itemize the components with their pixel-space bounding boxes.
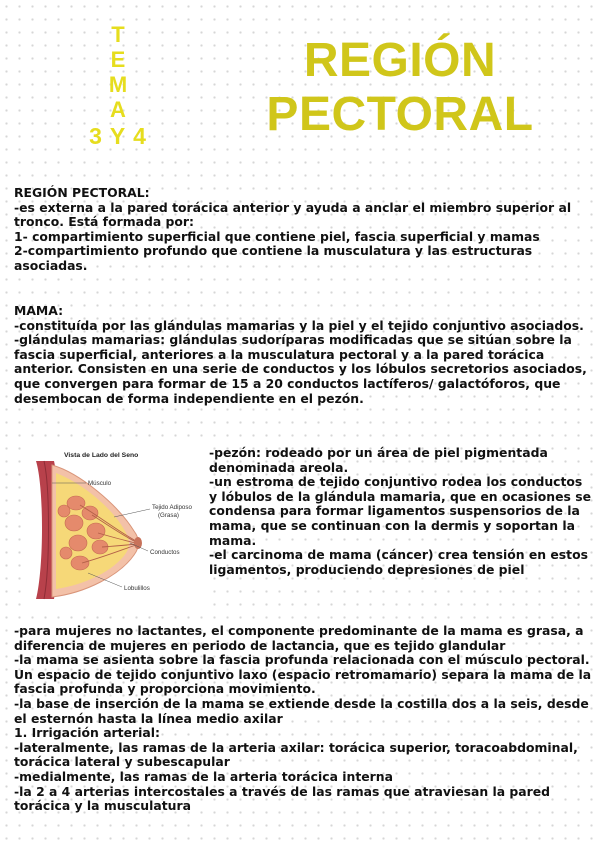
label-conductos: Conductos (150, 549, 180, 556)
tema-letter: E (110, 47, 126, 72)
tema-numbers: 3 Y 4 (89, 123, 147, 149)
intro-paragraph: REGIÓN PECTORAL: -es externa a la pared torácica anterior y ayuda a anclar el miembro superior al tronco. Está formada por: 1- compartimiento superficial que contiene piel, fascia superficial y mamas 2-compartimiento profundo que contiene la musculatura y las estructuras asociadas. (14, 185, 572, 273)
tema-letter: T (111, 22, 125, 47)
title-line-1: REGIÓN (303, 34, 497, 87)
bottom-paragraph: -para mujeres no lactantes, el componente predominante de la mama es grasa, a diferencia de mujeres en periodo de lactancia, que es tejido glandular -la mama se asienta sobre la fascia profunda relacionada con el músculo pectoral. Un espacio de tejido conjuntivo laxo (espacio retromamario) separa la mama de la fascia profunda y proporciona movimiento. -la base de inserción de la mama se extiende desde la costilla dos a la seis, desde el esternón hasta la línea medio axilar 1. Irrigación arterial: -lateralmente, las ramas de la arteria axilar: torácica superior, toracoabdominal, torácica lateral y subescapular -medialmente, las ramas de la arteria torácica interna -la 2 a 4 arterias intercostales a través de las ramas que atraviesan la pared torácica y la musculatura (14, 623, 592, 814)
breast-diagram (30, 447, 206, 607)
title-line-2: PECTORAL (266, 88, 534, 141)
diagram-title: Vista de Lado del Seno (64, 452, 139, 459)
label-grasa: (Grasa) (158, 512, 179, 519)
label-lobulillos: Lobulillos (124, 585, 150, 592)
mama-paragraph: MAMA: -constituída por las glándulas mamarias y la piel y el tejido conjuntivo asociados. -glándulas mamarias: glándulas sudoríparas modificadas que se sitúan sobre la fascia superficial, anteriores a la musculatura pectoral y a la pared torácica anterior. Consisten en una serie de conductos y los lóbulos secretorios asociados, que convergen para formar de 15 a 20 conductos lactíferos/ galactóforos, que desembocan de forma independiente en el pezón. (14, 303, 587, 406)
breast-diagram-svg (30, 447, 206, 607)
tema-letter: A (110, 97, 126, 122)
page-title (200, 34, 600, 142)
tema-letter: M (108, 72, 128, 97)
label-tejido-adiposo: Tejido Adiposo (152, 504, 192, 511)
nipple-paragraph: -pezón: rodeado por un área de piel pigmentada denominada areola. -un estroma de tejido conjuntivo rodea los conductos y lóbulos de la glándula mamaria, que en ocasiones se condensa para formar ligamentos suspensorios de la mama, que se continuan con la dermis y soportan la mama. -el carcinoma de mama (cáncer) crea tensión en estos ligamentos, produciendo depresiones de piel (209, 445, 591, 577)
label-musculo: Músculo (88, 480, 112, 487)
tema-label (89, 22, 147, 149)
